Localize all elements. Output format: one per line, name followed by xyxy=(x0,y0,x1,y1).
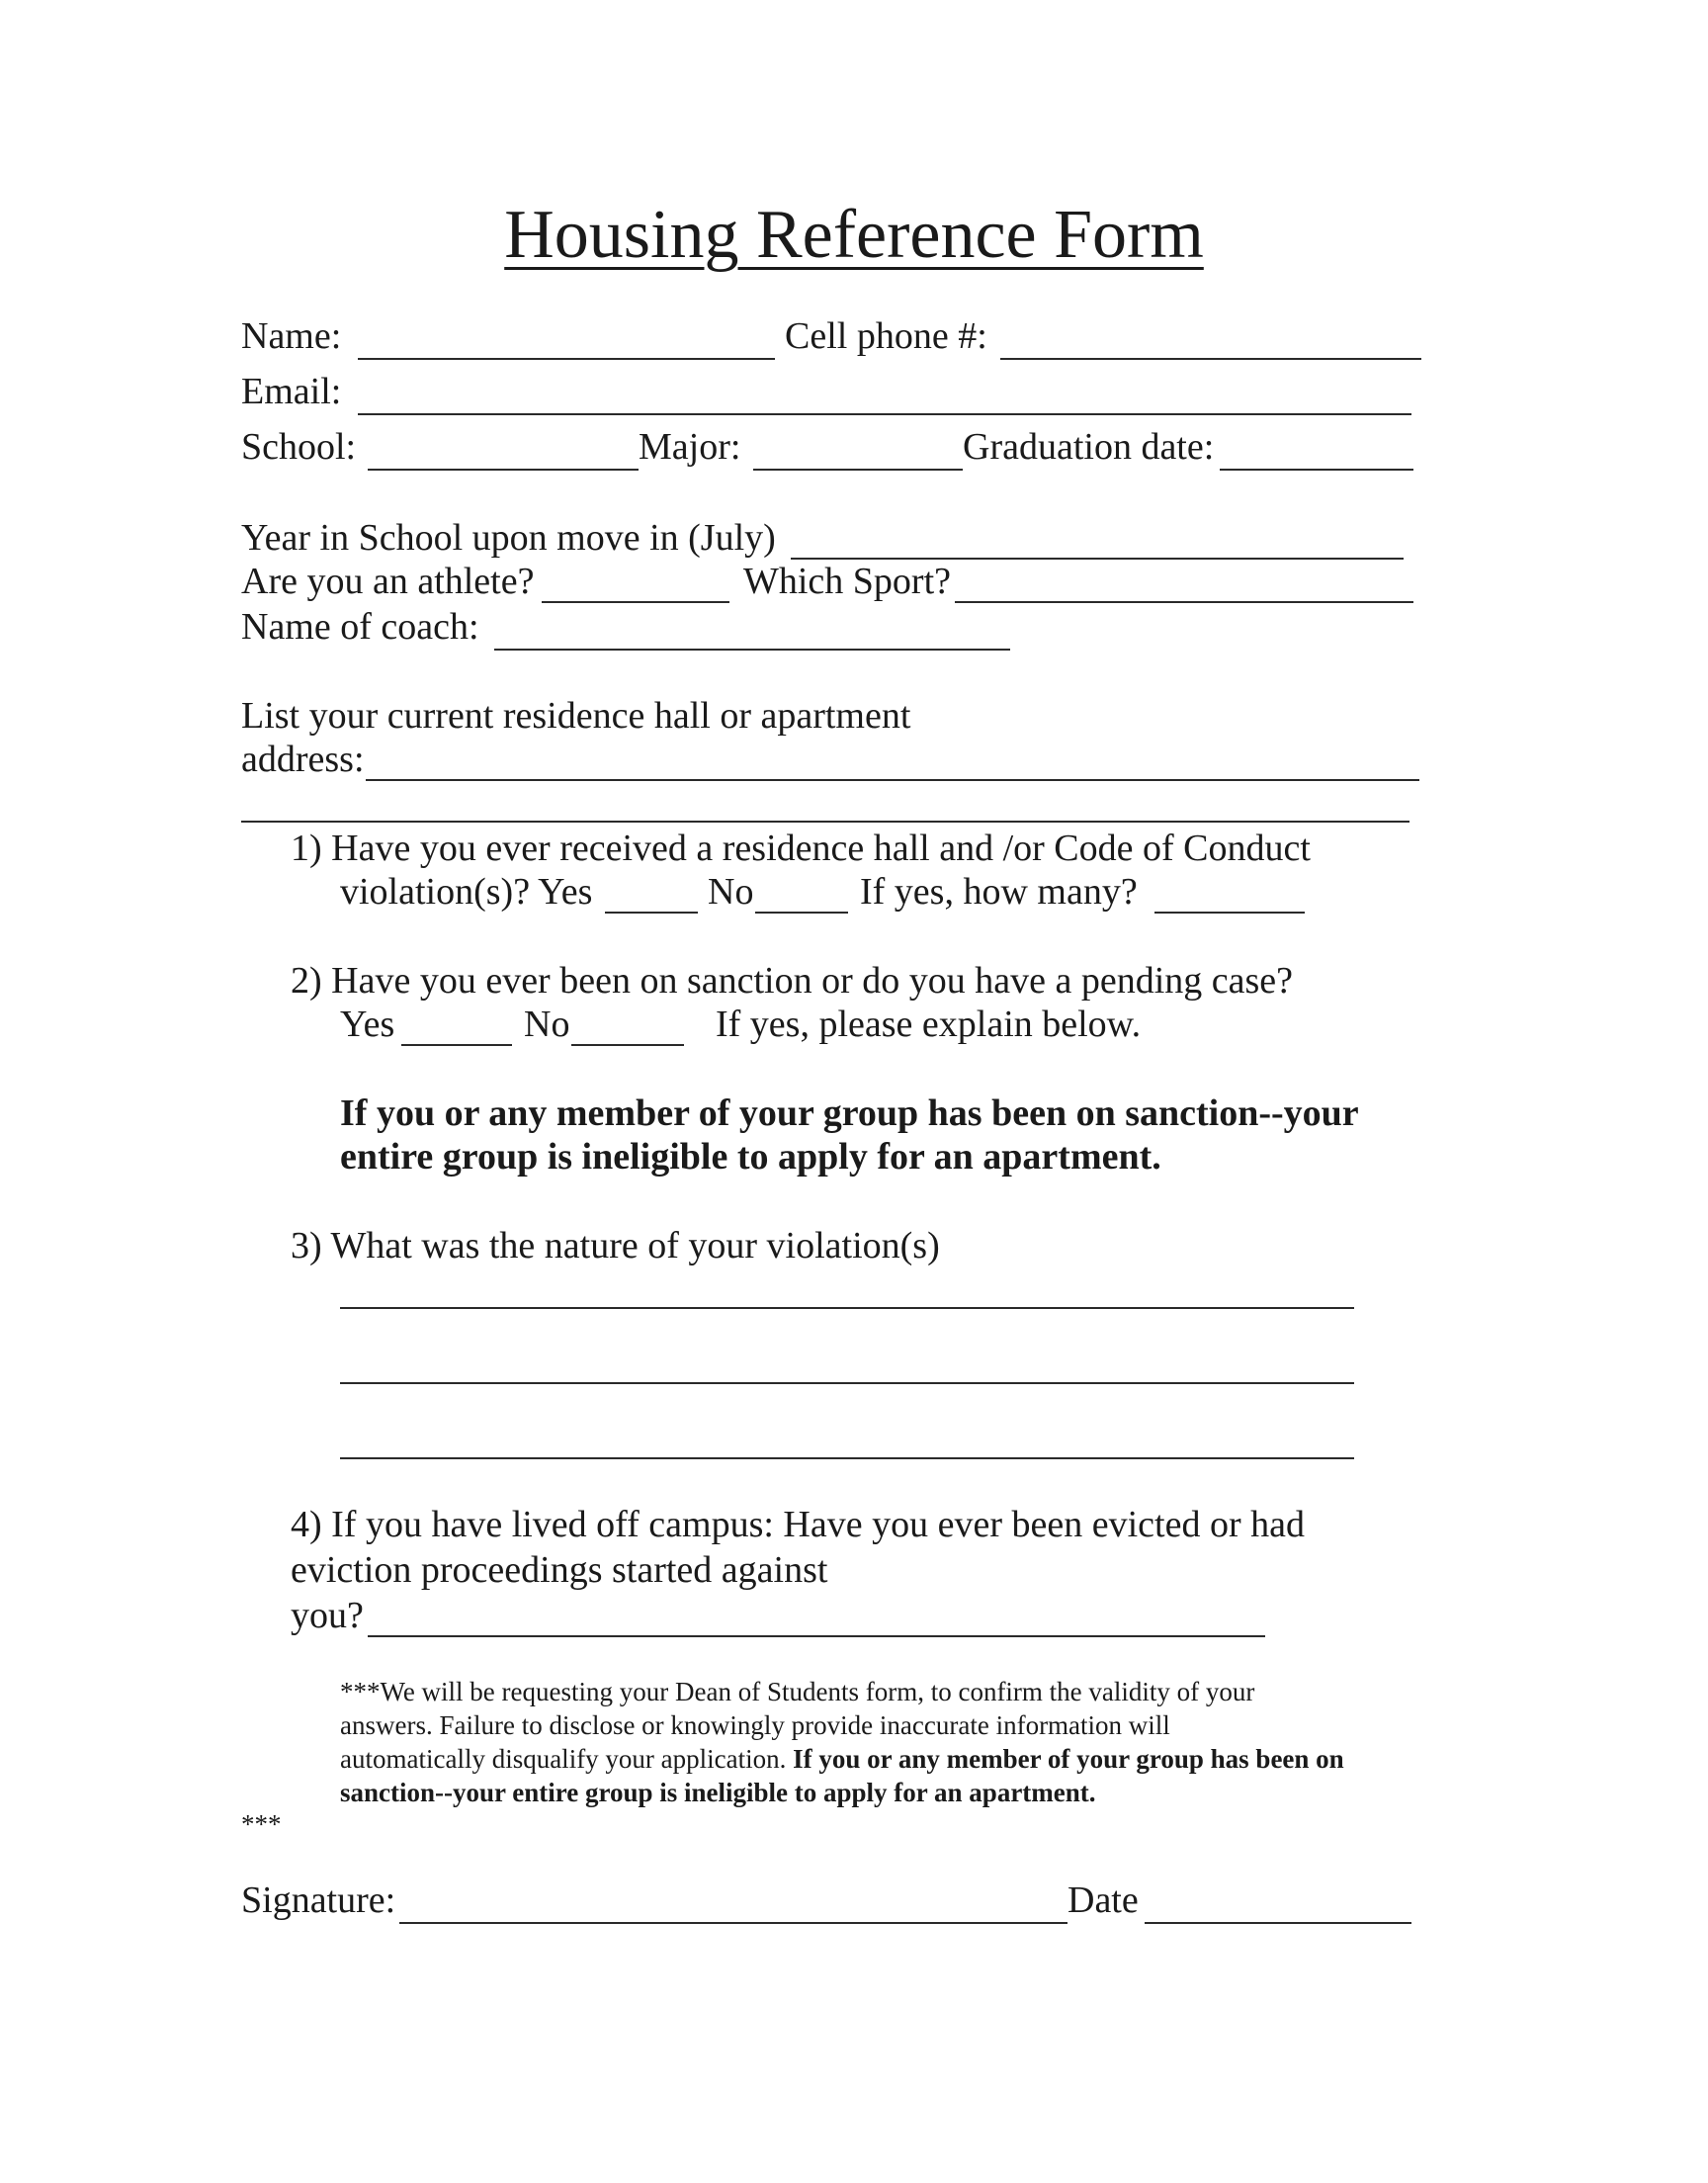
question-2: 2) Have you ever been on sanction or do you have a pending case? xyxy=(291,960,1294,1002)
date-field[interactable] xyxy=(1145,1922,1411,1924)
date-label: Date xyxy=(1068,1879,1139,1921)
sanction-warning-line1: If you or any member of your group has been on sanction--your xyxy=(340,1092,1359,1134)
signature-label: Signature: xyxy=(241,1879,396,1921)
notice-line3-bold: If you or any member of your group has been on xyxy=(793,1744,1344,1774)
name-label: Name: xyxy=(241,315,342,357)
question-4-line1: 4) If you have lived off campus: Have you ever been evicted or had xyxy=(291,1504,1305,1545)
notice-line3 xyxy=(340,1742,1344,1776)
page-title: Housing Reference Form xyxy=(504,197,1204,273)
notice-line2: answers. Failure to disclose or knowingly provide inaccurate information will xyxy=(340,1710,1170,1740)
question-3-answer-line3[interactable] xyxy=(340,1457,1354,1459)
address-label: address: xyxy=(241,739,365,780)
question-2-yes-label: Yes xyxy=(340,1004,395,1045)
question-3-answer-line1[interactable] xyxy=(340,1307,1354,1309)
question-1-how-many-label: If yes, how many? xyxy=(860,871,1138,913)
coach-field[interactable] xyxy=(494,649,1010,651)
graduation-date-field[interactable] xyxy=(1220,469,1413,471)
email-label: Email: xyxy=(241,371,342,412)
address-field-line1[interactable] xyxy=(366,779,1419,781)
which-sport-field[interactable] xyxy=(955,601,1413,603)
cell-phone-label: Cell phone #: xyxy=(785,315,987,357)
athlete-label: Are you an athlete? xyxy=(241,561,535,602)
residence-label: List your current residence hall or apartment xyxy=(241,695,911,737)
year-in-school-label: Year in School upon move in (July) xyxy=(241,517,776,559)
question-1-how-many-field[interactable] xyxy=(1154,912,1305,914)
notice-line3-regular: automatically disqualify your application. xyxy=(340,1744,794,1774)
coach-label: Name of coach: xyxy=(241,606,479,648)
sanction-warning-line2: entire group is ineligible to apply for an apartment. xyxy=(340,1136,1161,1178)
address-field-line2[interactable] xyxy=(241,821,1409,823)
question-1-yes-label: violation(s)? Yes xyxy=(340,871,593,913)
school-label: School: xyxy=(241,426,357,468)
major-label: Major: xyxy=(639,426,741,468)
question-4-answer-field[interactable] xyxy=(368,1635,1265,1637)
athlete-field[interactable] xyxy=(542,601,729,603)
graduation-date-label: Graduation date: xyxy=(963,426,1215,468)
signature-field[interactable] xyxy=(399,1922,1068,1924)
email-field[interactable] xyxy=(358,413,1411,415)
notice-line1: ***We will be requesting your Dean of Students form, to confirm the validity of your xyxy=(340,1677,1255,1706)
cell-phone-field[interactable] xyxy=(1000,358,1421,360)
name-field[interactable] xyxy=(358,358,775,360)
question-4-line3: you? xyxy=(291,1595,364,1636)
question-1-yes-field[interactable] xyxy=(605,912,698,914)
question-1-no-label: No xyxy=(708,871,754,913)
notice-line4: sanction--your entire group is ineligible to apply for an apartment. xyxy=(340,1778,1096,1807)
which-sport-label: Which Sport? xyxy=(743,561,952,602)
question-2-yes-field[interactable] xyxy=(401,1044,512,1046)
question-2-explain-label: If yes, please explain below. xyxy=(716,1004,1142,1045)
question-3-answer-line2[interactable] xyxy=(340,1382,1354,1384)
question-1: 1) Have you ever received a residence hall and /or Code of Conduct xyxy=(291,828,1311,869)
question-1-no-field[interactable] xyxy=(755,912,848,914)
question-2-no-label: No xyxy=(524,1004,570,1045)
question-2-no-field[interactable] xyxy=(571,1044,684,1046)
notice-stars: *** xyxy=(241,1809,282,1839)
major-field[interactable] xyxy=(753,469,963,471)
school-field[interactable] xyxy=(368,469,639,471)
question-3: 3) What was the nature of your violation(s) xyxy=(291,1225,940,1266)
question-4-line2: eviction proceedings started against xyxy=(291,1549,828,1591)
